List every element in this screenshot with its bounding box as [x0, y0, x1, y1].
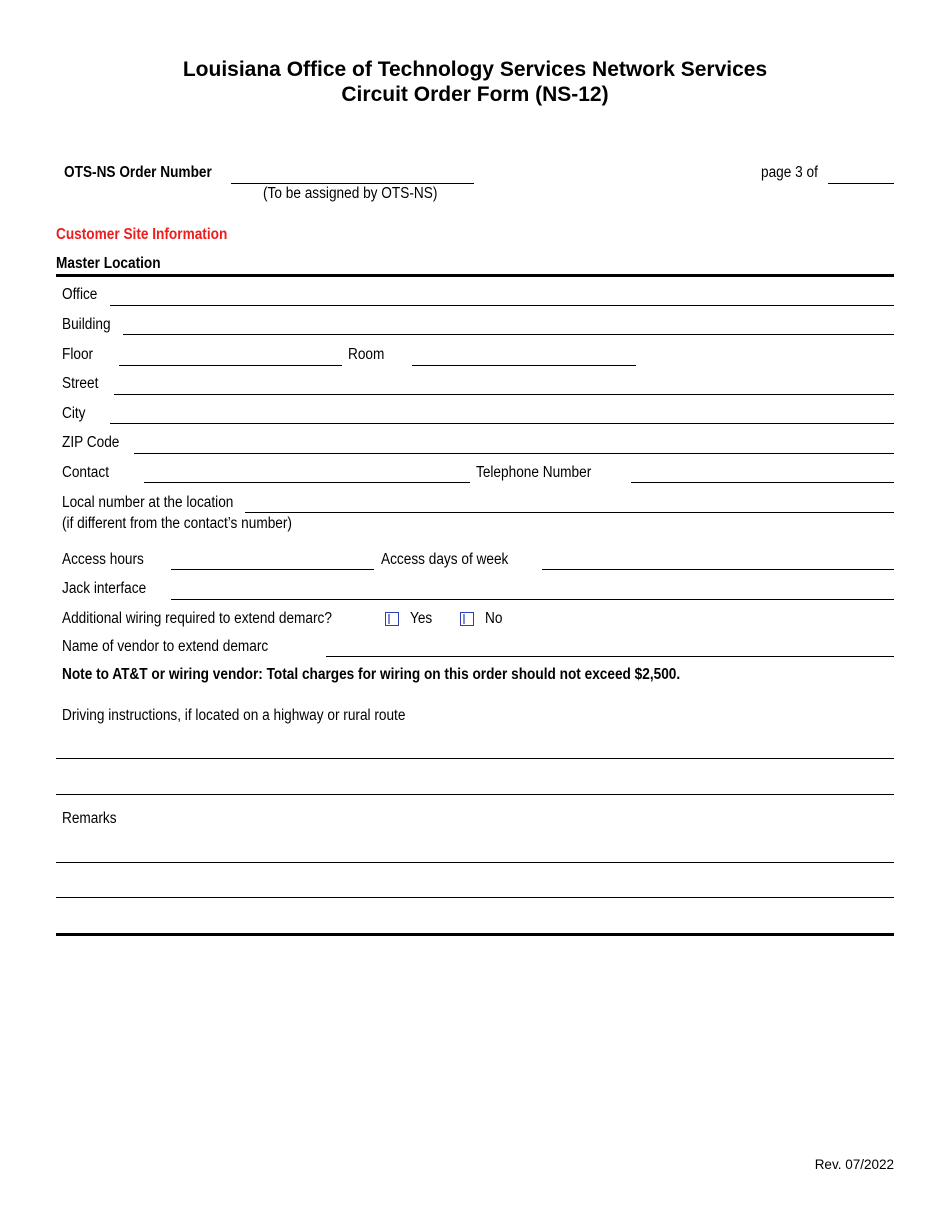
vendor-label: Name of vendor to extend demarc — [62, 638, 269, 655]
wiring-no-label: No — [485, 610, 503, 627]
wiring-cost-note: Note to AT&T or wiring vendor: Total charges for wiring on this order should not exceed $2,500. — [62, 666, 681, 683]
jack-interface-label: Jack interface — [62, 580, 147, 597]
wiring-yes-checkbox[interactable] — [385, 612, 399, 626]
remarks-line-1[interactable] — [56, 862, 894, 863]
telephone-label: Telephone Number — [476, 464, 592, 481]
driving-instructions-line-1[interactable] — [56, 758, 894, 759]
building-label: Building — [62, 316, 111, 333]
access-days-label: Access days of week — [381, 551, 509, 568]
wiring-no-checkbox[interactable] — [460, 612, 474, 626]
wiring-yes-label: Yes — [410, 610, 433, 627]
additional-wiring-label: Additional wiring required to extend demarc? — [62, 610, 332, 627]
telephone-field[interactable] — [631, 482, 894, 483]
access-days-field[interactable] — [542, 569, 894, 570]
office-field[interactable] — [110, 305, 894, 306]
street-label: Street — [62, 375, 99, 392]
room-label: Room — [348, 346, 385, 363]
office-label: Office — [62, 286, 98, 303]
floor-label: Floor — [62, 346, 94, 363]
room-field[interactable] — [412, 365, 636, 366]
order-number-label: OTS-NS Order Number — [64, 164, 212, 181]
page-label: page 3 of — [761, 164, 818, 181]
jack-interface-field[interactable] — [171, 599, 894, 600]
form-title: Louisiana Office of Technology Services Network Services — [182, 58, 768, 81]
floor-field[interactable] — [119, 365, 342, 366]
local-number-label: Local number at the location — [62, 494, 234, 511]
vendor-field[interactable] — [326, 656, 894, 657]
local-number-field[interactable] — [245, 512, 894, 513]
form-subtitle: Circuit Order Form (NS-12) — [341, 83, 609, 106]
contact-label: Contact — [62, 464, 110, 481]
local-number-note: (if different from the contact’s number) — [62, 515, 292, 532]
page-total-field[interactable] — [828, 183, 894, 184]
master-location-heading: Master Location — [56, 255, 161, 272]
section-title: Customer Site Information — [56, 226, 228, 243]
remarks-label: Remarks — [62, 810, 117, 827]
zip-field[interactable] — [134, 453, 894, 454]
street-field[interactable] — [114, 394, 894, 395]
contact-field[interactable] — [144, 482, 470, 483]
section-divider — [56, 274, 894, 277]
access-hours-label: Access hours — [62, 551, 144, 568]
city-label: City — [62, 405, 86, 422]
driving-instructions-line-2[interactable] — [56, 794, 894, 795]
revision-date: Rev. 07/2022 — [814, 1157, 894, 1172]
driving-instructions-label: Driving instructions, if located on a highway or rural route — [62, 707, 406, 724]
form-bottom-divider — [56, 933, 894, 936]
remarks-line-2[interactable] — [56, 897, 894, 898]
building-field[interactable] — [123, 334, 894, 335]
order-number-note: (To be assigned by OTS-NS) — [263, 185, 438, 202]
access-hours-field[interactable] — [171, 569, 374, 570]
order-number-field[interactable] — [231, 183, 474, 184]
zip-label: ZIP Code — [62, 434, 120, 451]
city-field[interactable] — [110, 423, 894, 424]
